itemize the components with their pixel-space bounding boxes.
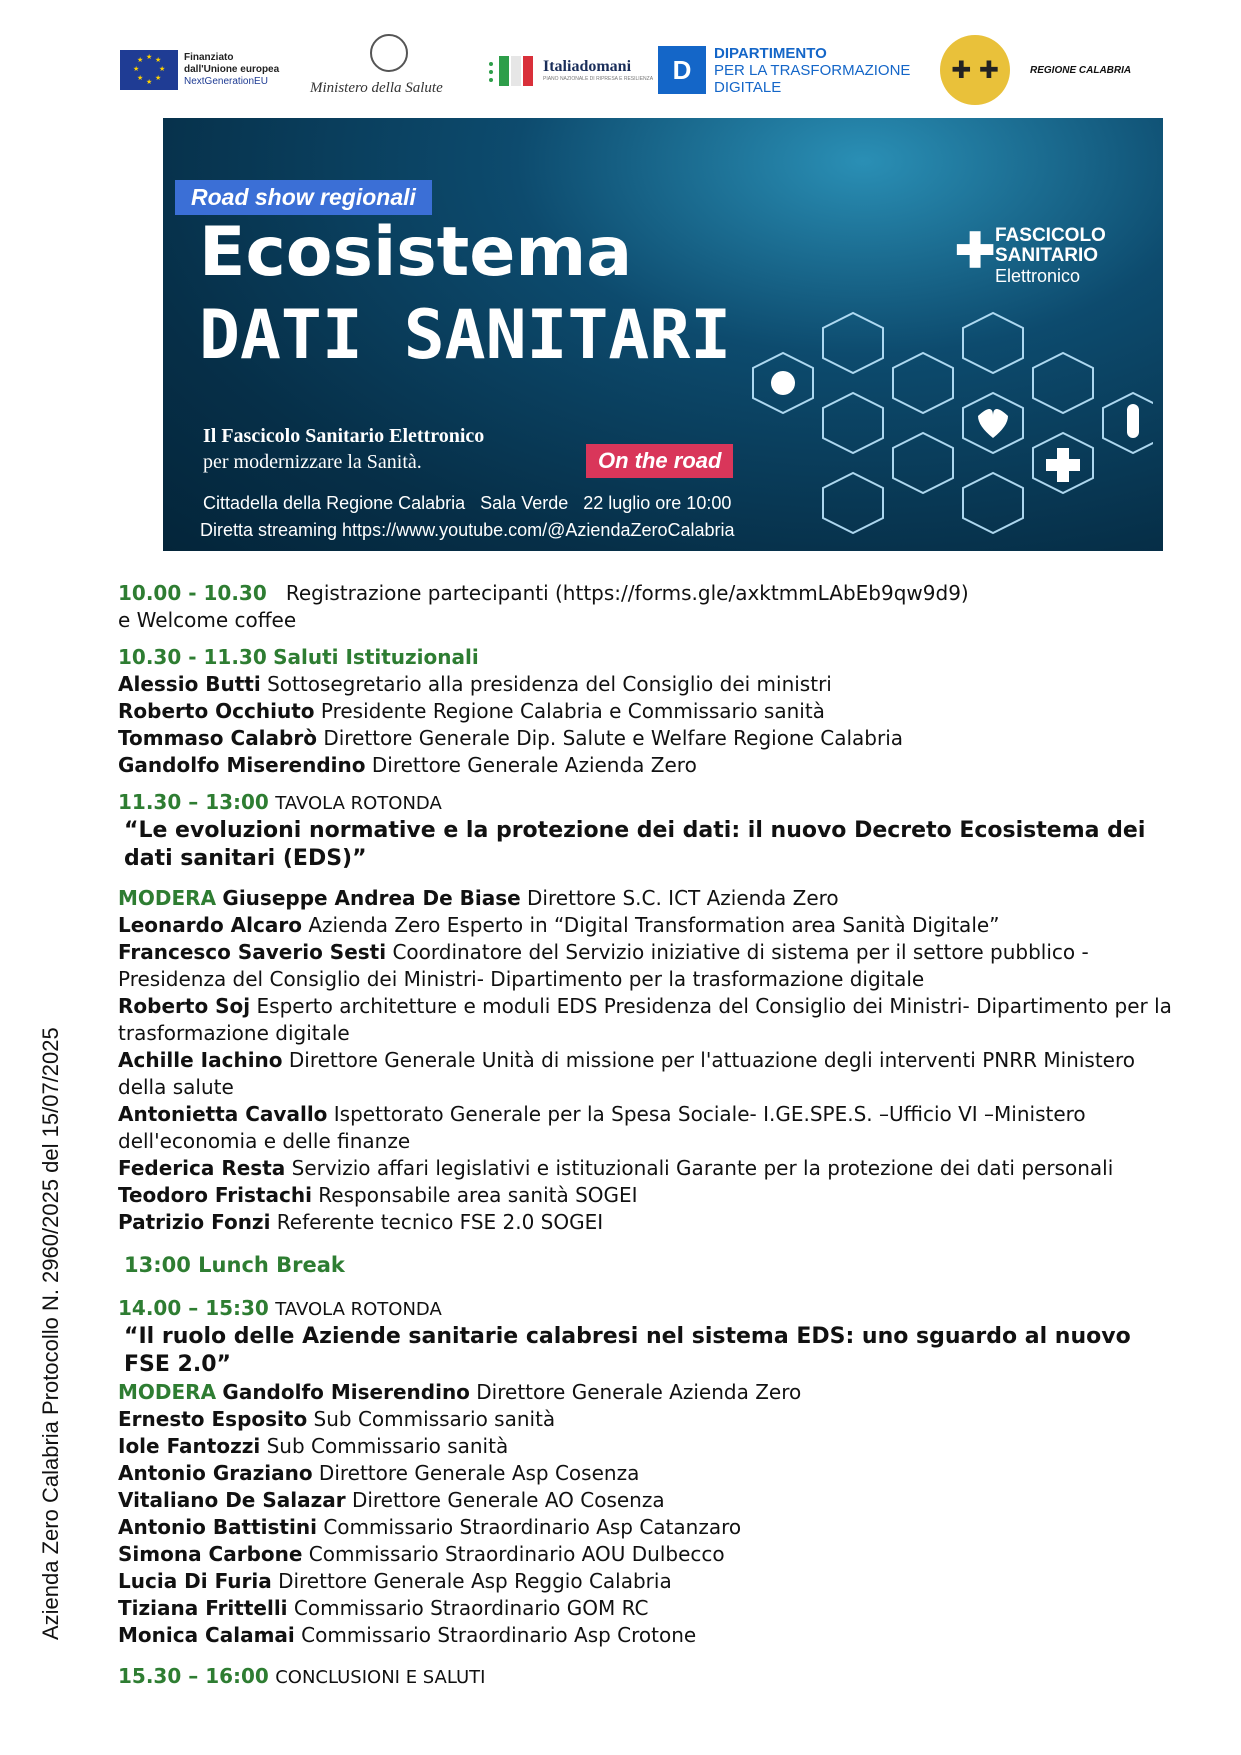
speaker [118,1541,1178,1568]
speaker-role: Commissario Straordinario GOM RC [293,1596,649,1620]
speaker [118,1622,1178,1649]
speaker-list [118,1379,1178,1649]
dtd-line3: DIGITALE [714,78,782,96]
speaker-role: Commissario Straordinario AOU Dulbecco [308,1542,725,1566]
banner-subtitle [203,423,484,475]
agenda [118,580,1178,1691]
session-registration [118,580,1178,634]
eu-flag-icon: ★ ★ ★ ★ ★ ★ ★ ★ [120,50,178,90]
session-tavola-2 [118,1295,1178,1323]
speaker-role: Coordinatore del Servizio iniziative di sistema per il settore pubblico - Presidenza del Consiglio dei Ministri- Dipartimento per la trasformazione digitale [118,940,1089,991]
italiadomani-sub: PIANO NAZIONALE DI RIPRESA E RESILIENZA [543,76,654,82]
speaker [118,1487,1178,1514]
speaker-role: Direttore Generale Asp Reggio Calabria [278,1569,672,1593]
speaker-name: Ernesto Esposito [118,1407,308,1431]
banner-stream: Diretta streaming https://www.youtube.com/@AziendaZeroCalabria [200,520,735,540]
speaker-name: Lucia Di Furia [118,1569,272,1593]
speaker-name: Patrizio Fonzi [118,1210,271,1234]
speaker-role: Direttore S.C. ICT Azienda Zero [527,886,839,910]
session-label: TAVOLA ROTONDA [275,793,442,814]
speaker-role: Responsabile area sanità SOGEI [318,1183,638,1207]
session-time: 11.30 – 13:00 [118,790,269,814]
protocol-stamp: Azienda Zero Calabria Protocollo N. 2960/2025 del 15/07/2025 [38,1027,63,1640]
speaker-role: Direttore Generale AO Cosenza [351,1488,665,1512]
fse-l1: FASCICOLO [995,225,1106,246]
speaker [118,1209,1178,1236]
speaker-name: Tommaso Calabrò [118,726,317,750]
modera-label: MODERA [118,886,217,910]
pill-icon [771,371,795,395]
speaker-role: Esperto architetture e moduli EDS Presidenza del Consiglio dei Ministri- Dipartimento per la trasformazione digitale [118,994,1172,1045]
session-time: 14.00 – 15:30 [118,1296,269,1320]
speaker [118,939,1178,993]
session-time: 15.30 – 16:00 [118,1664,269,1688]
speaker [118,1433,1178,1460]
speaker [118,1595,1178,1622]
regione-logo [940,30,1131,110]
capsule-icon [1127,404,1139,438]
lunch-break [124,1252,1178,1279]
speaker-name: Roberto Occhiuto [118,699,315,723]
regione-text: REGIONE CALABRIA [1030,64,1132,76]
dtd-line1: DIPARTIMENTO [714,44,827,62]
speaker-name: Simona Carbone [118,1542,303,1566]
speaker [118,671,1178,698]
session-label: TAVOLA ROTONDA [275,1299,442,1320]
speaker-role: Direttore Generale Azienda Zero [476,1380,802,1404]
speaker-name: Gandolfo Miserendino [222,1380,470,1404]
speaker-name: Roberto Soj [118,994,251,1018]
speaker-role: Referente tecnico FSE 2.0 SOGEI [276,1210,604,1234]
session-title: “Il ruolo delle Aziende sanitarie calabresi nel sistema EDS: uno sguardo al nuovo FSE 2.0” [124,1324,1131,1377]
speaker-name: Achille Iachino [118,1048,283,1072]
speaker [118,725,1178,752]
speaker [118,1155,1178,1182]
speaker-role: Sub Commissario sanità [313,1407,556,1431]
banner-title-2: DATI SANITARI [199,296,732,375]
speaker [118,1047,1178,1101]
fse-l3: Elettronico [995,266,1081,286]
italiadomani-text: Italiadomani [543,58,632,75]
session-label: CONCLUSIONI E SALUTI [275,1667,486,1688]
session-title: “Le evoluzioni normative e la protezione dei dati: il nuovo Decreto Ecosistema dei dati sanitari (EDS)” [124,818,1146,871]
speaker-role: Azienda Zero Esperto in “Digital Transformation area Sanità Digitale” [308,913,1000,937]
speaker-name: Antonietta Cavallo [118,1102,328,1126]
session-time: 10.30 - 11.30 [118,645,267,669]
eu-line1: Finanziato [184,52,234,63]
session-tavola-1 [118,789,1178,817]
dipartimento-logo [658,30,910,110]
speaker [118,1406,1178,1433]
modera-label: MODERA [118,1380,217,1404]
dtd-line2: PER LA TRASFORMAZIONE [714,61,911,79]
eu-logo [120,30,279,110]
banner-location: Cittadella della Regione Calabria Sala Verde 22 luglio ore 10:00 [203,493,732,513]
speaker-role: Sub Commissario sanità [266,1434,509,1458]
regione-emblem-icon: ✚ ✚ [940,35,1010,105]
health-hexagon-icons [693,298,1153,548]
session-title: Saluti Istituzionali [273,645,479,669]
speaker-role: Direttore Generale Asp Cosenza [318,1461,640,1485]
moderator [118,885,1178,912]
speaker-role: Commissario Straordinario Asp Catanzaro [323,1515,742,1539]
session-conclusioni [118,1663,1178,1691]
speaker-role: Direttore Generale Dip. Salute e Welfare Regione Calabria [323,726,904,750]
speaker-name: Federica Resta [118,1156,286,1180]
session-text: Registrazione partecipanti (https://forms.gle/axktmmLAbEb9qw9d9) [285,581,969,605]
speaker-name: Leonardo Alcaro [118,913,302,937]
speaker-name: Antonio Battistini [118,1515,317,1539]
fse-l2: SANITARIO [995,245,1099,266]
dipartimento-icon: D [658,46,706,94]
speaker-name: Vitaliano De Salazar [118,1488,346,1512]
speaker [118,1514,1178,1541]
speaker [118,1568,1178,1595]
medical-cross-icon: ✚ [955,225,996,278]
speaker-name: Gandolfo Miserendino [118,753,366,777]
roadshow-ribbon: Road show regionali [175,180,432,215]
speaker-name: Giuseppe Andrea De Biase [222,886,521,910]
speaker [118,1101,1178,1155]
event-banner [163,118,1163,551]
speaker [118,912,1178,939]
speaker-role: Commissario Straordinario Asp Crotone [301,1623,697,1647]
heart-icon [978,409,1008,438]
ministero-emblem-icon [370,34,408,72]
session-saluti [118,644,1178,671]
speaker [118,752,1178,779]
italiadomani-logo [485,30,653,110]
speaker-name: Tiziana Frittelli [118,1596,288,1620]
logo-strip [120,30,1150,110]
speaker [118,1182,1178,1209]
speaker-name: Monica Calamai [118,1623,295,1647]
on-the-road-badge: On the road [586,444,733,478]
lunch-text: 13:00 Lunch Break [124,1253,345,1277]
speaker-role: Sottosegretario alla presidenza del Consiglio dei ministri [267,672,832,696]
ministero-logo [310,30,470,110]
session-text-2: e Welcome coffee [118,608,297,632]
speaker-name: Teodoro Fristachi [118,1183,312,1207]
session-time: 10.00 - 10.30 [118,581,267,605]
banner-title-1: Ecosistema [199,213,633,292]
speaker-name: Alessio Butti [118,672,261,696]
moderator [118,1379,1178,1406]
speaker-name: Antonio Graziano [118,1461,313,1485]
speaker [118,993,1178,1047]
speaker-role: Servizio affari legislativi e istituzionali Garante per la protezione dei dati personali [291,1156,1114,1180]
eu-line3: NextGenerationEU [184,76,268,87]
ministero-text: Ministero della Salute [310,80,443,96]
speaker [118,698,1178,725]
banner-sub-1: Il Fascicolo Sanitario Elettronico [203,425,485,447]
speaker-role: Direttore Generale Azienda Zero [371,753,697,777]
speaker-name: Francesco Saverio Sesti [118,940,387,964]
speaker-role: Ispettorato Generale per la Spesa Sociale- I.GE.SPE.S. –Ufficio VI –Ministero dell'economia e delle finanze [118,1102,1086,1153]
speaker-name: Iole Fantozzi [118,1434,261,1458]
speaker-role: Direttore Generale Unità di missione per l'attuazione degli interventi PNRR Ministero della salute [118,1048,1136,1099]
eu-line2: dall'Unione europea [184,64,280,75]
speaker-list [118,885,1178,1236]
speaker [118,1460,1178,1487]
speaker-role: Presidente Regione Calabria e Commissario sanità [320,699,825,723]
italiadomani-icon [485,50,539,90]
banner-sub-2: per modernizzare la Sanità. [203,451,422,473]
speaker-list [118,671,1178,779]
